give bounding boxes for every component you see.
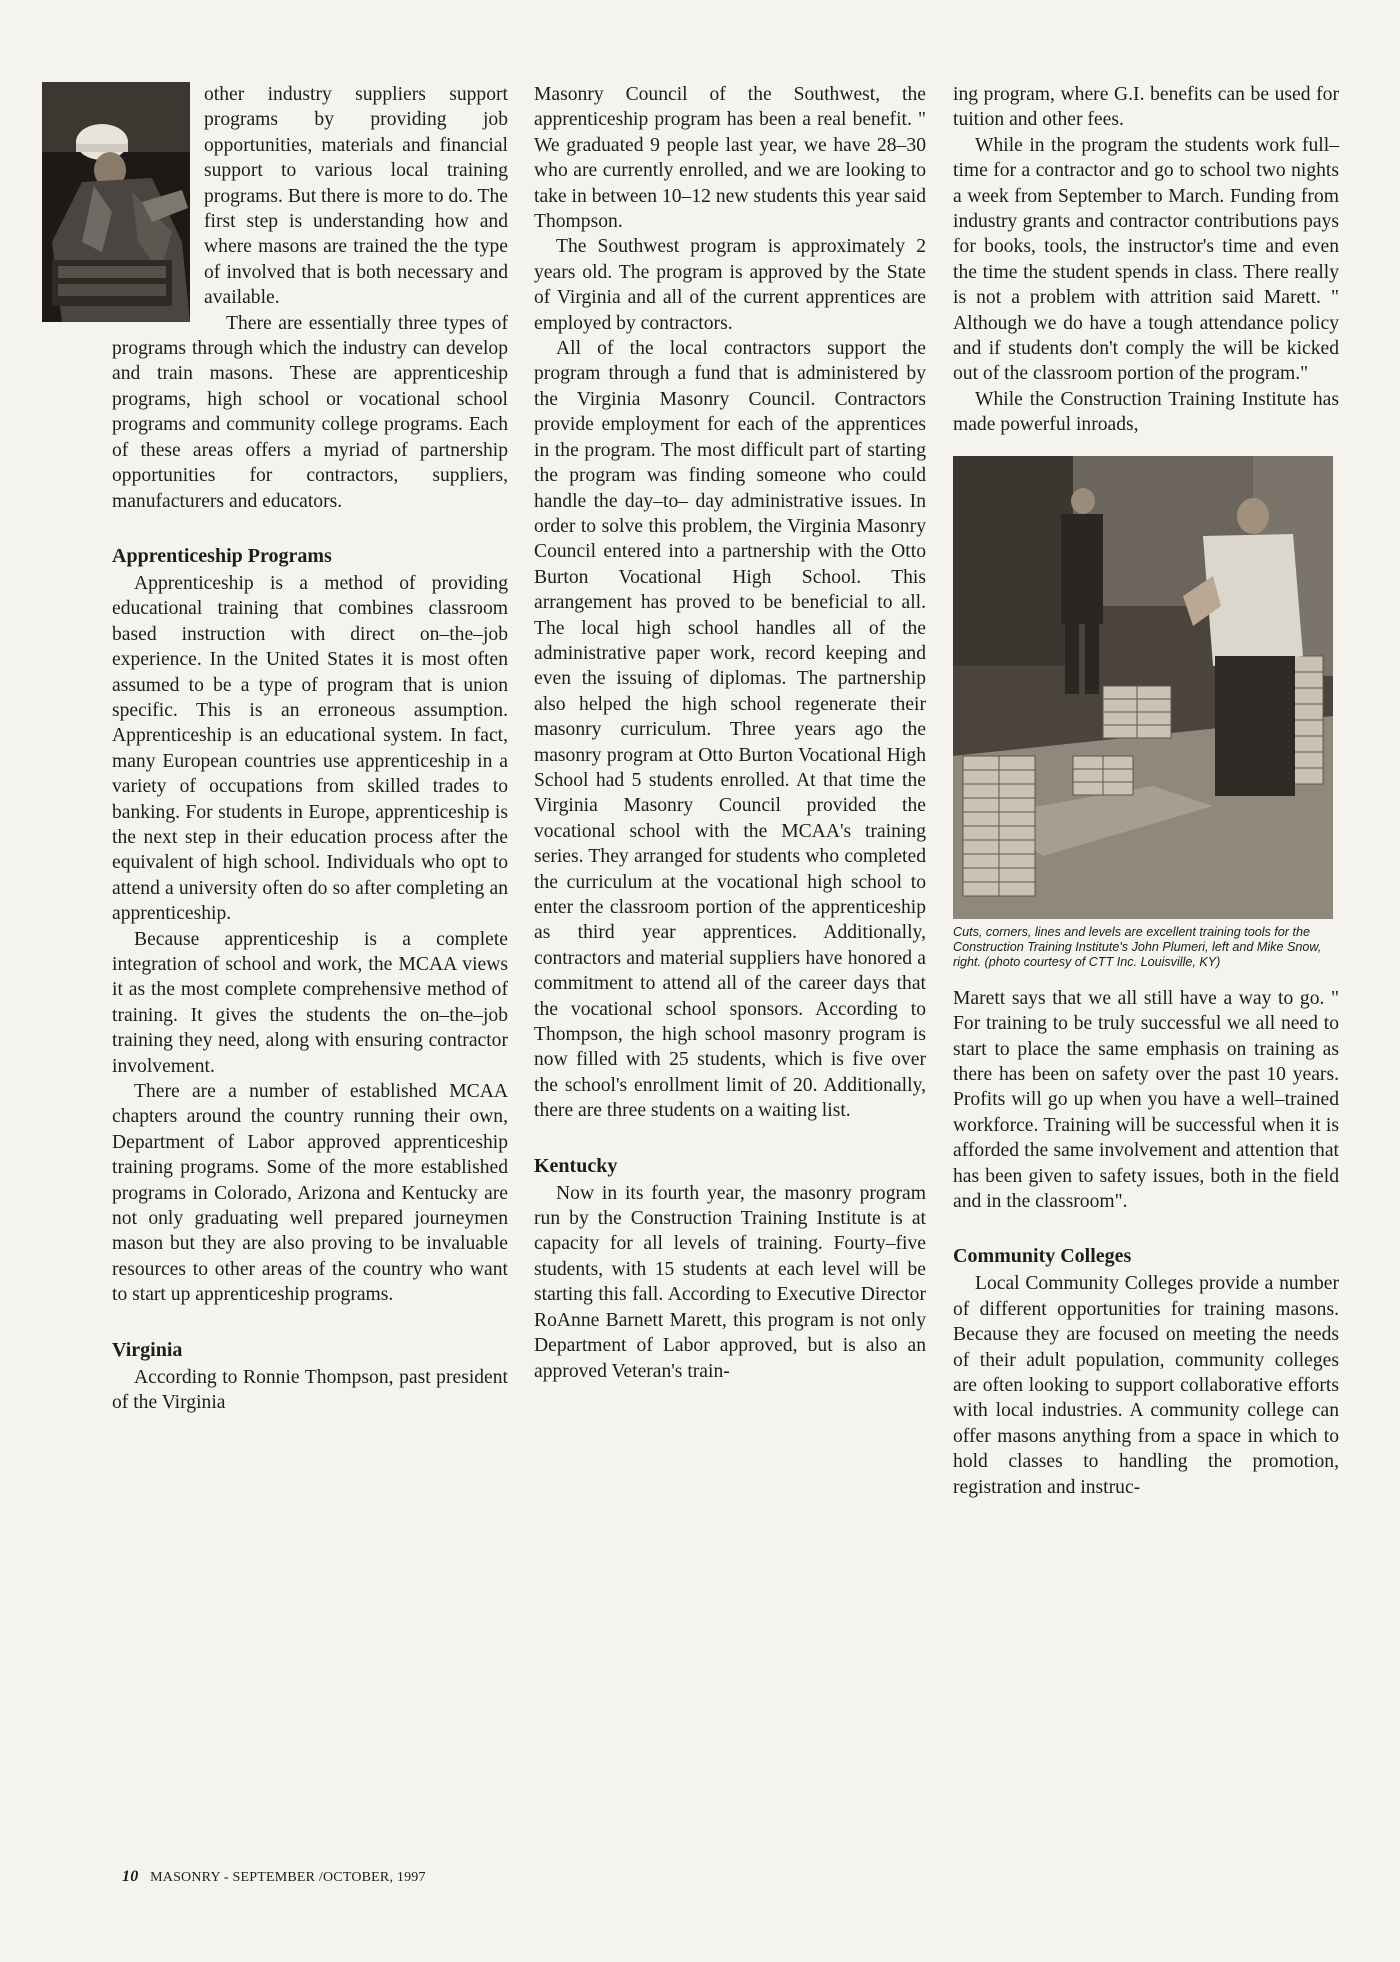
- kentucky-continued-paragraph: ing program, where G.I. benefits can be used for tuition and other fees.: [953, 84, 1339, 131]
- program-types-paragraph: There are essentially three types of programs through which the industry can develop and train masons. These are apprenticeship programs, high school or vocational school programs and community college programs. Each of these areas offers a myriad of partnership opportunities for contractors, suppliers, manufacturers and educators.: [112, 312, 508, 512]
- masonry-training-image: [953, 456, 1333, 919]
- column-1: [112, 82, 508, 1416]
- local-contractors-paragraph: All of the local contractors support the program through a fund that is administered by the Virginia Masonry Council. Contractors provide employment for each of the apprentices in the program. The most difficult part of starting the program was finding someone who could handle the day–to– day administrative issues. In order to solve this problem, the Virginia Masonry Council entered into a partnership with the Otto Burton Vocational High School. This arrangement has proved to be beneficial to all. The local high school handles all of the administrative paper work, record keeping and even the issuing of diplomas. The partnership also helped the high school regenerate their masonry curriculum. Three years ago the masonry program at Otto Burton Vocational High School had 5 students enrolled. At that time the Virginia Masonry Council provided the vocational school with the MCAA's training series. They arranged for students who completed the curriculum at the vocational high school to enter the classroom portion of the apprenticeship as third year apprentices. Additionally, contractors and material suppliers have honored a commitment to attend all of the career days that the vocational school sponsors. According to Thompson, the high school masonry program is now filled with 25 students, which is five over the school's enrollment limit of 20. Additionally, there are three students on a waiting list.: [534, 338, 926, 1122]
- training-photo: [953, 456, 1333, 919]
- virginia-heading: Virginia: [112, 1338, 183, 1361]
- mason-worker-image: [42, 82, 190, 322]
- program-details-paragraph: While in the program the students work full–time for a contractor and go to school two nights a week from September to March. Funding from industry grants and contractor contributions pays for books, tools, the instructor's time and even the time the student spends in class. There really is not a problem with attrition said Marett. " Although we do have a tough attendance policy and if students don't comply the will be kicked out of the classroom portion of the program.": [953, 134, 1339, 385]
- kentucky-heading: Kentucky: [534, 1154, 618, 1177]
- intro-paragraph: other industry suppliers support programs by providing job opportunities, materials and financial support to various local training programs. But there is more to do. The first step is understanding how and where masons are trained the the type of involved that is both necessary and available.: [204, 84, 508, 309]
- cti-paragraph: While the Construction Training Institute has made powerful inroads,: [953, 388, 1339, 436]
- publication-line: MASONRY - SEPTEMBER /OCTOBER, 1997: [150, 1870, 426, 1885]
- apprenticeship-heading: Apprenticeship Programs: [112, 544, 332, 567]
- column-3: [953, 82, 1339, 1500]
- apprenticeship-paragraph-2: Because apprenticeship is a complete integration of school and work, the MCAA views it as the most complete comprehensive method of training. It gives the students the on–the–job training they need, along with ensuring contractor involvement.: [112, 928, 508, 1077]
- community-colleges-paragraph: Local Community Colleges provide a number of different opportunities for training masons. Because they are focused on meeting the needs of their adult population, community colleges are often looking to support collaborative efforts with local industries. A community college can offer masons anything from a space in which to hold classes to handling the promotion, registration and instruc-: [953, 1273, 1339, 1498]
- kentucky-paragraph: Now in its fourth year, the masonry program run by the Construction Training Institute is at capacity for all levels of training. Fourty–five students, with 15 students at each level will be starting this fall. According to Executive Director RoAnne Barnett Marett, this program is not only Department of Labor approved, but is also an approved Veteran's train-: [534, 1182, 926, 1382]
- community-colleges-heading: Community Colleges: [953, 1245, 1132, 1268]
- apprenticeship-paragraph-3: There are a number of established MCAA chapters around the country running their own, Department of Labor approved apprenticeship training programs. Some of the more established programs in Colorado, Arizona and Kentucky are not only graduating well prepared journeymen mason but they are also proving to be invaluable resources to other areas of the country who want to start up apprenticeship programs.: [112, 1081, 508, 1306]
- apprenticeship-paragraph-1: Apprenticeship is a method of providing educational training that combines classroom based instruction with direct on–the–job experience. In the United States it is most often assumed to be a type of program that is union specific. This is an erroneous assumption. Apprenticeship is an educational system. In fact, many European countries use apprenticeship in a variety of occupations from skilled trades to banking. For students in Europe, apprenticeship is the next step in their education process after the equivalent of high school. Individuals who opt to attend a university often do so after completing an apprenticeship.: [112, 572, 508, 925]
- mason-photo-small: [42, 82, 190, 322]
- virginia-paragraph: According to Ronnie Thompson, past president of the Virginia: [112, 1366, 508, 1414]
- marett-paragraph: Marett says that we all still have a way to go. " For training to be truly successful we all need to start to place the same emphasis on training as there has been on safety over the past 10 years. Profits will go up when you have a well–trained workforce. Training will be successful when it is afforded the same involvement and attention that has been given to safety issues, both in the field and in the classroom".: [953, 987, 1339, 1212]
- photo-caption: Cuts, corners, lines and levels are excellent training tools for the Construction Training Institute's John Plumeri, left and Mike Snow, right. (photo courtesy of CTT Inc. Louisville, KY): [953, 924, 1322, 969]
- column-2: [534, 82, 926, 1384]
- page-number: 10: [122, 1868, 139, 1885]
- southwest-paragraph: The Southwest program is approximately 2 years old. The program is approved by the State of Virginia and all of the current apprentices are employed by contractors.: [534, 236, 926, 334]
- virginia-continued-paragraph: Masonry Council of the Southwest, the apprenticeship program has been a real benefit. " We graduated 9 people last year, we have 28–30 who are currently enrolled, and we are looking to take in between 10–12 new students this year said Thompson.: [534, 84, 926, 233]
- page-footer: [122, 1868, 426, 1886]
